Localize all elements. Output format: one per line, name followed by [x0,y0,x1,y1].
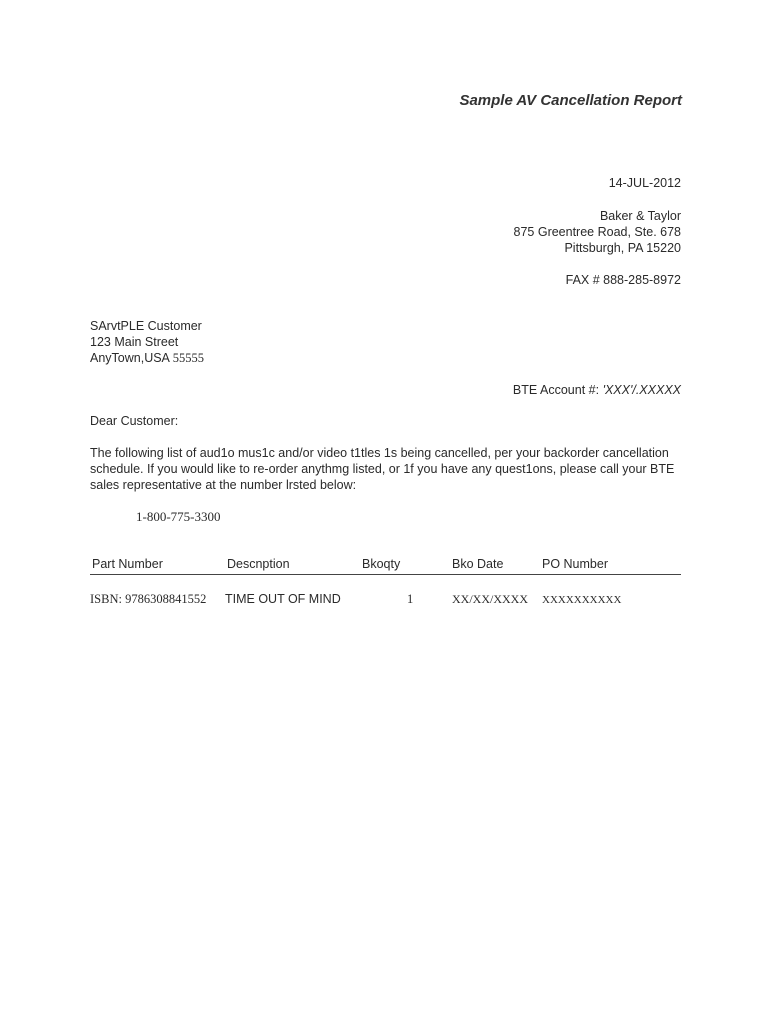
account-line [513,382,681,398]
header-description: Descnption [227,557,290,571]
recipient-name: SArvtPLE Customer [90,319,202,333]
cell-po-number: XXXXXXXXXX [542,594,622,606]
greeting: Dear Customer: [90,414,179,428]
sender-street: 875 Greentree Road, Ste. 678 [513,225,681,239]
recipient-city-line [90,350,204,366]
cell-bko-date: XX/XX/XXXX [452,592,528,606]
cell-part-number-text: ISBN: 9786308841552 [90,592,207,606]
header-bkoqty: Bkoqty [362,557,401,571]
recipient-zip: 55555 [172,351,204,365]
recipient-city: AnyTown,USA [90,351,170,365]
cell-description: TIME OUT OF MIND [225,592,341,606]
account-value: 'XXX'/.XXXXX [602,383,681,397]
phone-number: 1-800-775-3300 [136,509,221,524]
cell-bkoqty: 1 [407,592,414,606]
header-part-number: Part Number [92,557,163,571]
report-title: Sample AV Cancellation Report [459,92,682,109]
recipient-street: 123 Main Street [90,335,179,349]
report-date: 14-JUL-2012 [608,176,681,190]
sender-city: Pittsburgh, PA 15220 [564,241,681,255]
sender-company: Baker & Taylor [599,209,681,223]
body-paragraph: The following list of aud1o mus1c and/or video t1tles 1s being cancelled, per your backorder cancellation schedule. If you would like to re-order anythmg listed, or 1f you have any quest1ons, please call your BTE sales representative at the number lrsted below: [90,446,675,492]
sender-fax: FAX # 888-285-8972 [565,273,681,287]
table-header-rule [90,574,681,575]
account-label: BTE Account #: [512,383,600,397]
cell-part-number [90,592,206,607]
header-bko-date: Bko Date [452,557,504,571]
header-po-number: PO Number [542,557,608,571]
